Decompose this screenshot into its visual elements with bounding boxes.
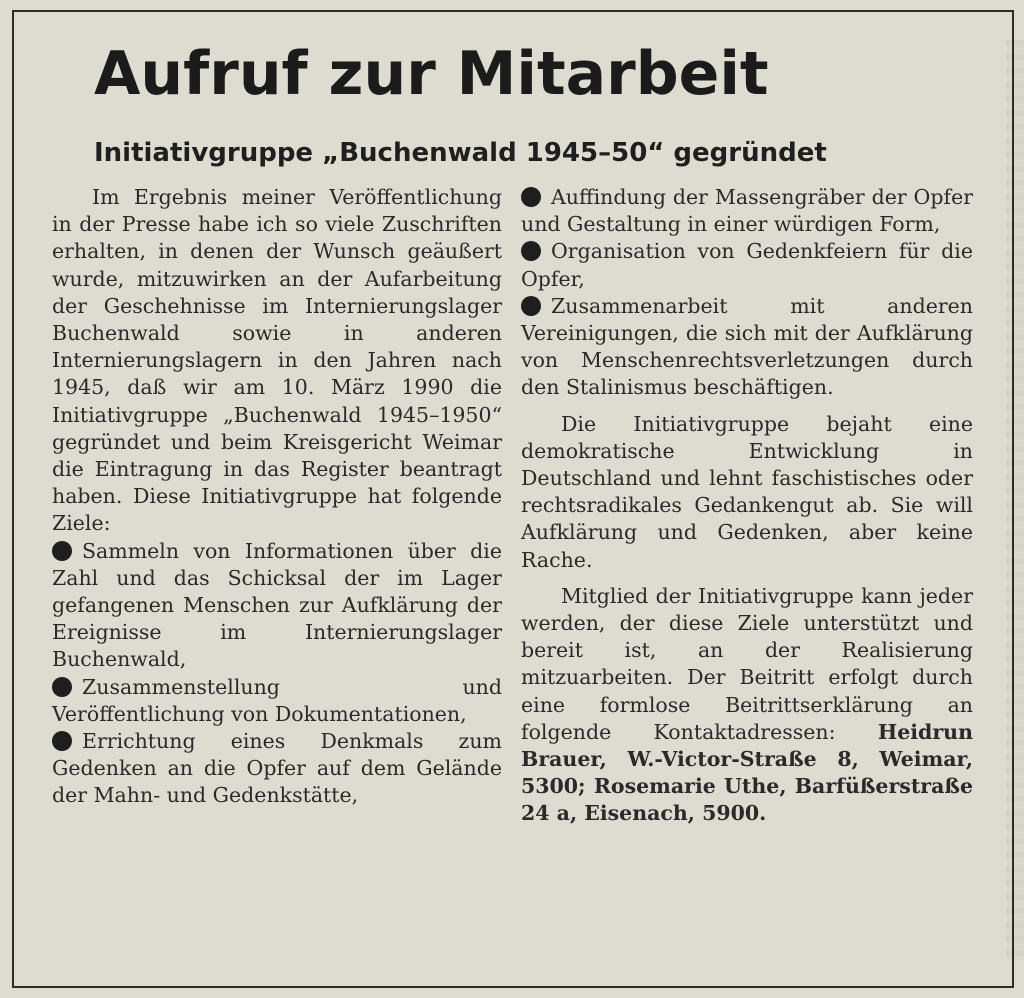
- membership-text: Mitglied der Initiativgruppe kann jeder werden, der diese Ziele unterstützt und bereit ist, an der Realisierung mitzuarbeiten. Der Beitritt erfolgt durch eine formlose Beitrittserklärung an folgende Kontaktadressen:: [521, 583, 973, 744]
- goal-item: [521, 184, 973, 238]
- bullet-icon: [52, 677, 72, 697]
- left-column: [52, 184, 502, 810]
- goal-text: Organisation von Gedenkfeiern für die Opfer,: [521, 239, 973, 291]
- bullet-icon: [521, 296, 541, 316]
- contact-addresses: Heidrun Brauer, W.-Victor-Straße 8, Weimar, 5300; Rosemarie Uthe, Barfüßerstraße 24 a, Eisenach, 5900.: [521, 719, 973, 826]
- article-title: Aufruf zur Mitarbeit: [94, 39, 769, 109]
- goal-item: [52, 538, 502, 674]
- goal-item: [52, 728, 502, 810]
- goal-text: Auffindung der Massengräber der Opfer und Gestaltung in einer würdigen Form,: [521, 185, 973, 237]
- goal-text: Zusammenstellung und Veröffentlichung von Dokumentationen,: [52, 674, 502, 726]
- intro-paragraph: Im Ergebnis meiner Veröffentlichung in der Presse habe ich so viele Zuschriften erhalten, in denen der Wunsch geäußert wurde, mitzuwirken an der Aufarbeitung der Geschehnisse im Internierungslager Buchenwald sowie in anderen Internierungslagern in den Jahren nach 1945, daß wir am 10. März 1990 die Initiativgruppe „Buchenwald 1945–1950“ gegründet und beim Kreisgericht Weimar die Eintragung in das Register beantragt haben. Diese Initiativgruppe hat folgende Ziele:: [52, 185, 502, 536]
- goal-text: Sammeln von Informationen über die Zahl und das Schicksal der im Lager gefangenen Menschen zur Aufklärung der Ereignisse im Internierungslager Buchenwald,: [52, 538, 502, 672]
- right-column: [521, 184, 973, 828]
- bullet-icon: [521, 187, 541, 207]
- goal-item: [52, 674, 502, 728]
- goal-item: [521, 293, 973, 402]
- membership-paragraph: [521, 583, 973, 828]
- bullet-icon: [52, 541, 72, 561]
- article-subtitle: Initiativgruppe „Buchenwald 1945–50“ gegründet: [94, 138, 827, 168]
- goal-text: Zusammenarbeit mit anderen Vereinigungen, die sich mit der Aufklärung von Menschenrechtsverletzungen durch den Stalinismus beschäftigen.: [521, 293, 973, 400]
- bullet-icon: [521, 241, 541, 261]
- stance-paragraph: Die Initiativgruppe bejaht eine demokratische Entwicklung in Deutschland und lehnt faschistisches oder rechtsradikales Gedankengut ab. Sie will Aufklärung und Gedenken, aber keine Rache.: [521, 411, 973, 572]
- goal-item: [521, 238, 973, 292]
- bullet-icon: [52, 731, 72, 751]
- goal-text: Errichtung eines Denkmals zum Gedenken an die Opfer auf dem Gelände der Mahn- und Gedenkstätte,: [52, 729, 502, 808]
